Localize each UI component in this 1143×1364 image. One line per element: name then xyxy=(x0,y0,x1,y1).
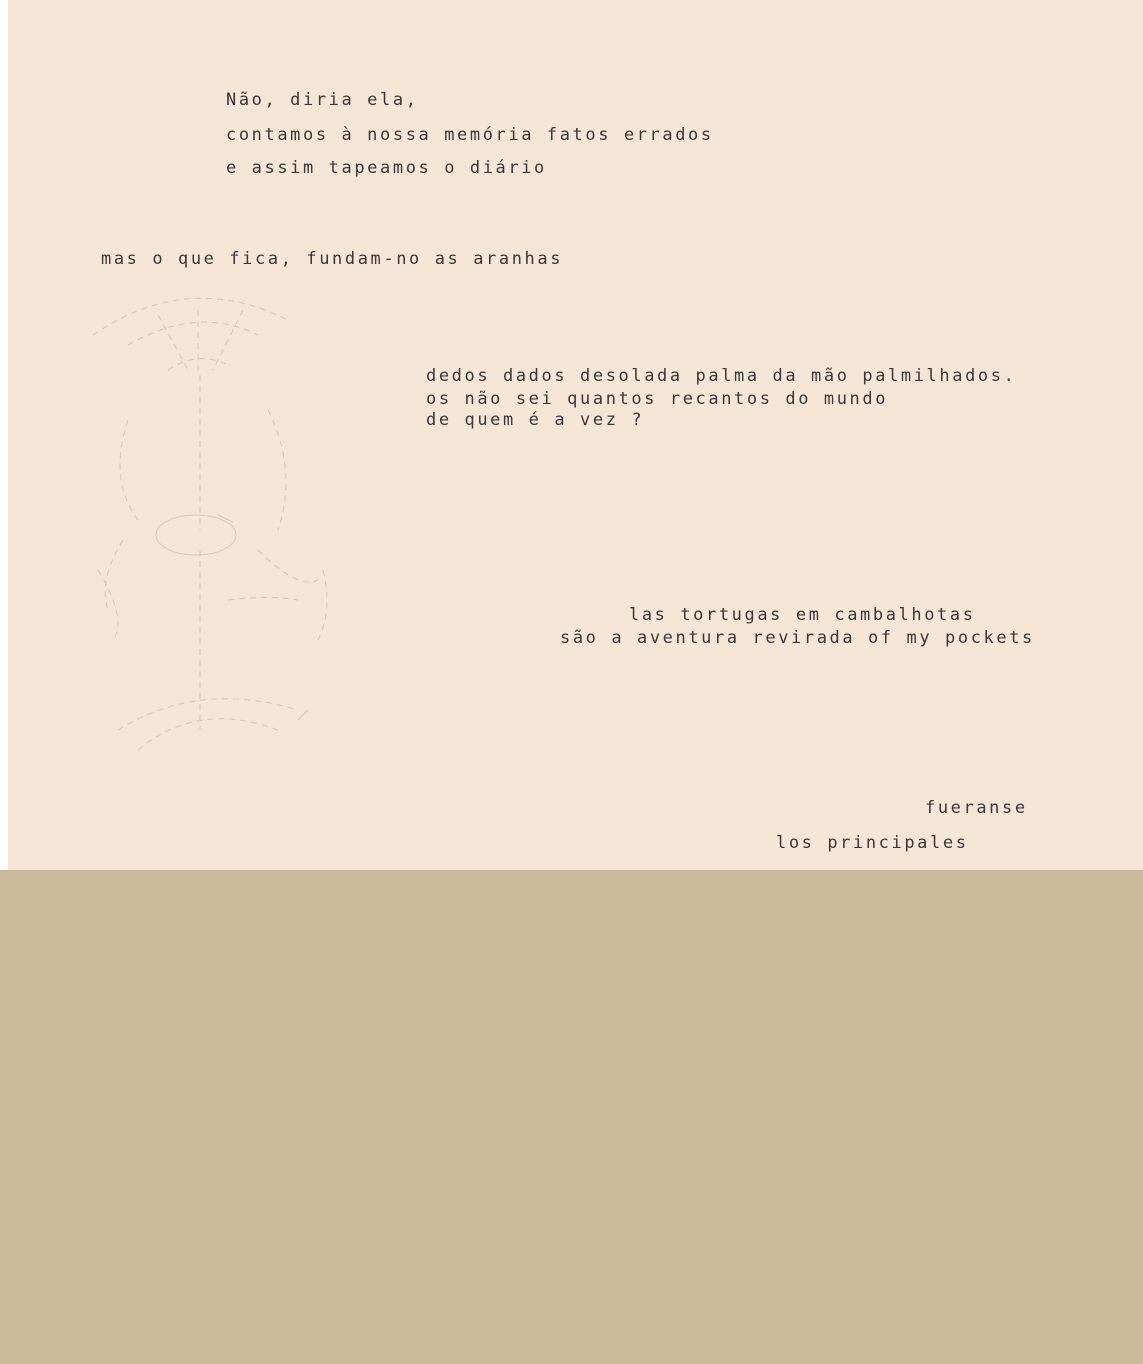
poem-line: de quem é a vez ? xyxy=(426,410,645,430)
scan-edge xyxy=(0,0,8,870)
poem-line: mas o que fica, fundam-no as aranhas xyxy=(101,249,564,269)
poem-line: las tortugas em cambalhotas xyxy=(629,605,976,625)
poem-line: contamos à nossa memória fatos errados xyxy=(226,125,714,145)
poem-line: são a aventura revirada of my pockets xyxy=(560,628,1035,648)
poem-line: los principales xyxy=(776,833,969,853)
poem-line: fueranse xyxy=(925,798,1028,818)
poem-line: os não sei quantos recantos do mundo xyxy=(426,389,889,409)
poem-line: Não, diria ela, xyxy=(226,90,419,110)
pencil-sketch xyxy=(68,280,358,770)
poem-line: dedos dados desolada palma da mão palmilhados. xyxy=(426,366,1017,386)
paper-sheet xyxy=(8,0,1143,870)
poem-line: e assim tapeamos o diário xyxy=(226,158,547,178)
